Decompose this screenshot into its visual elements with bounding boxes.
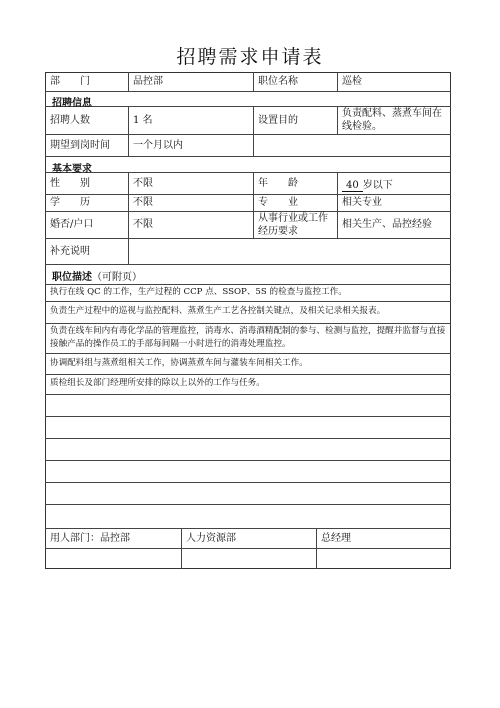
section-job-description-title: 职位描述: [52, 272, 92, 283]
experience-label: 从事行业或工作经历要求: [258, 212, 328, 237]
hr-signature-label: 人力资源部: [186, 532, 236, 544]
age-number: 40: [342, 181, 363, 192]
major-label: 专 业: [258, 197, 298, 208]
section-job-description: [52, 268, 142, 283]
dept-value: 品控部: [133, 76, 163, 87]
age-suffix: 岁以下: [362, 180, 393, 191]
marital-label: 婚否/户口: [50, 219, 94, 230]
age-value: [337, 172, 451, 194]
experience-value: 相关生产、品控经验: [342, 219, 432, 230]
count-label: 招聘人数: [50, 114, 90, 126]
dept-signature-field[interactable]: [45, 548, 181, 569]
form-title: 招聘需求申请表: [176, 46, 324, 68]
dept-signature-label: 用人部门：品控部: [50, 532, 130, 544]
time-label: 期望到岗时间: [50, 139, 110, 151]
section-basic-requirements: 基本要求: [52, 164, 92, 175]
education-value: 不限: [133, 197, 153, 208]
gm-signature-label: 总经理: [321, 532, 351, 544]
purpose-value: 负责配料、蒸煮车间在线检验。: [342, 108, 442, 132]
duty-item: 协调配料组与蒸煮组相关工作，协调蒸煮车间与灌装车间相关工作。: [50, 358, 308, 368]
duty-item: 质检组长及部门经理所安排的除以上以外的工作与任务。: [50, 378, 265, 388]
dept-label: 部 门: [50, 76, 90, 87]
section-job-description-note: （可附页）: [92, 272, 142, 283]
age-label: 年 龄: [258, 177, 298, 189]
note-label: 补充说明: [50, 245, 90, 257]
count-value: 1 名: [133, 114, 153, 126]
gender-value: 不限: [133, 177, 153, 189]
education-label: 学 历: [50, 197, 90, 208]
gender-label: 性 别: [50, 177, 90, 189]
gm-signature-field[interactable]: [316, 548, 451, 569]
major-value: 相关专业: [342, 197, 382, 208]
note-value[interactable]: [128, 238, 451, 264]
hr-signature-field[interactable]: [181, 548, 316, 569]
marital-value: 不限: [133, 219, 153, 230]
section-recruit-info: 招聘信息: [52, 98, 92, 109]
duty-item: 负责在线车间内有毒化学品的管理监控，消毒水、消毒酒精配制的参与、检测与监控，提醒并监督与直接接触产品的操作员工的手部每间隔一小时进行的消毒处理监控。: [50, 326, 446, 349]
duty-item: 执行在线 QC 的工作，生产过程的 CCP 点、SSOP、5S 的检查与监控工作。: [50, 287, 347, 297]
time-value: 一个月以内: [133, 139, 183, 151]
duty-item: 负责生产过程中的巡视与监控配料、蒸煮生产工艺各控制关键点，及相关记录相关报表。: [50, 306, 386, 316]
position-value: 巡检: [342, 76, 362, 87]
position-label: 职位名称: [258, 76, 298, 87]
purpose-label: 设置目的: [258, 114, 298, 126]
